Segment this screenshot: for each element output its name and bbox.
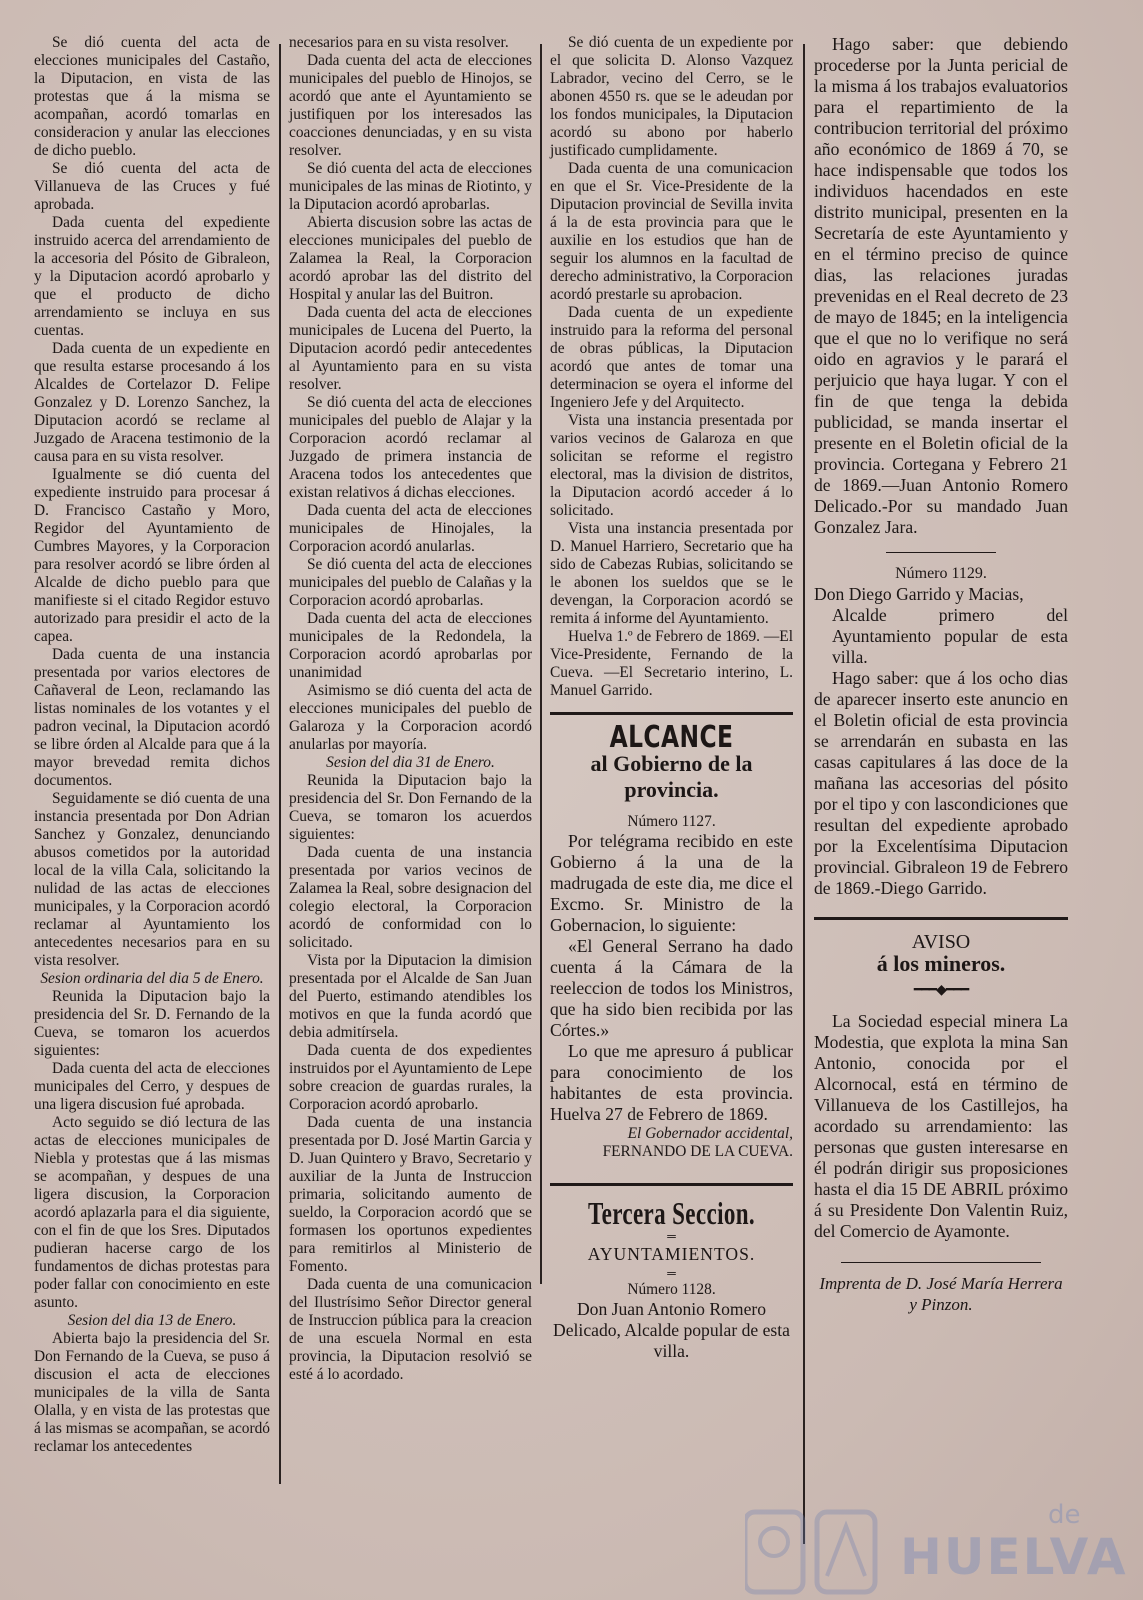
paragraph: Hago saber: que á los ocho dias de aparecer inserto este anuncio en el Boletin oficial de esta provincia se arrendarán en subasta en las casas capitulares á las doce de la mañana las accesorias del pósito por el tipo y con lascondiciones que resultan del expediente aprobado por la Excelentísima Diputacion provincial. Gibraleon 19 de Febrero de 1869.-Diego Garrido. (814, 668, 1068, 898)
paragraph: Se dió cuenta del acta de Villanueva de las Cruces y fué aprobada. (34, 160, 270, 213)
paragraph: Dada cuenta del acta de elecciones municipales de la Redondela, la Corporacion acordó aprobarlas por unanimidad (289, 610, 532, 681)
column-4 (814, 34, 1068, 1315)
paragraph: Dada cuenta del acta de elecciones municipales de Hinojales, la Corporacion acordó anularlas. (289, 502, 532, 555)
notice-heading: Don Diego Garrido y Macias, (814, 584, 1024, 604)
session-heading: Sesion del dia 31 de Enero. (326, 754, 495, 771)
paragraph: Vista una instancia presentada por varios vecinos de Galaroza en que solicitan se reforme el registro electoral, mas la division de distritos, la Diputacion acordó acceder á lo solicitado. (550, 412, 793, 519)
paragraph: Se dió cuenta del acta de elecciones municipales de las minas de Riotinto, y la Diputacion acordó aprobarlas. (289, 160, 532, 213)
section-divider (550, 712, 793, 715)
paragraph: Dada cuenta de una instancia presentada por varios vecinos de Zalamea la Real, sobre designacion del colegio electoral, la Corporacion acordó de conformidad con lo solicitado. (289, 844, 532, 951)
column-rule (803, 44, 805, 1544)
paragraph: Huelva 1.º de Febrero de 1869. —El Vice-Presidente, Fernando de la Cueva. —El Secretario interino, L. Manuel Garrido. (550, 628, 793, 699)
ornament-rule: ═ (667, 1266, 676, 1280)
paragraph: Acto seguido se dió lectura de las actas de elecciones municipales de Niebla y protestas que á las mismas se acompañan, y despues de una ligera discusion, la Corporacion acordó aplazarla para el dia siguiente, con el fin de que los Sres. Diputados pudieran hacerse cargo de los fundamentos de dichas protestas para poder fallar con conocimiento en este asunto. (34, 1114, 270, 1311)
section-divider (841, 1262, 1041, 1263)
paragraph: Dada cuenta de un expediente instruido para la reforma del personal de obras públicas, la Diputacion acordó que antes de tomar una determinacion se oyera el informe del Ingeniero Jefe y del Arquitecto. (550, 304, 793, 411)
signature-name: FERNANDO DE LA CUEVA. (602, 1143, 793, 1160)
paragraph: Dada cuenta de una comunicacion en que el Sr. Vice-Presidente de la Diputacion provincial de Sevilla invita á la de esta provincia para que le auxilie en los estudios que han de seguir los alumnos en la facultad de derecho administrativo, la Corporacion acordó prestarle su aprobacion. (550, 160, 793, 303)
printer-imprint: Imprenta de D. José María Herrera y Pinzon. (819, 1274, 1063, 1314)
watermark-text: HUELVA (900, 1528, 1128, 1586)
paragraph: Reunida la Diputacion bajo la presidencia del Sr. D. Fernando de la Cueva, se tomaron los acuerdos siguientes: (34, 988, 270, 1059)
paragraph: Hago saber: que debiendo procederse por la Junta pericial de la misma á los trabajos evaluatorios para el repartimiento de la contribucion territorial del próximo año económico de 1869 á 70, se hace indispensable que todos los individuos hacendados en este distrito municipal, presenten en la Secretaría de este Ayuntamiento y en el término preciso de quince dias, las relaciones juradas prevenidas en el Real decreto de 23 de mayo de 1845; en la inteligencia que el que no lo verifique no será oido en agravios y le parará el perjuicio que haya lugar. Y con el fin de que tenga la debida publicidad, se manda insertar el presente en el Boletin oficial de la provincia. Cortegana y Febrero 21 de 1869.—Juan Antonio Romero Delicado.-Por su mandado Juan Gonzalez Jara. (814, 34, 1068, 537)
signature-title: El Gobernador accidental, (627, 1125, 793, 1142)
aviso-subtitle: á los mineros. (876, 951, 1006, 976)
notice-number: Número 1128. (627, 1281, 716, 1298)
watermark-text: de (1048, 1500, 1081, 1530)
session-heading: Sesion del dia 13 de Enero. (67, 1312, 237, 1329)
paragraph: Dada cuenta del acta de elecciones municipales del pueblo de Hinojos, se acordó que ante el Ayuntamiento se justifiquen por los interesados las coacciones denunciadas, y en su vista resolver. (289, 52, 532, 159)
session-heading: Sesion ordinaria del dia 5 de Enero. (40, 970, 264, 987)
paragraph: Dada cuenta del acta de elecciones municipales de Lucena del Puerto, la Diputacion acordó pedir antecedentes al Ayuntamiento para en su vista resolver. (289, 304, 532, 393)
aviso-title: AVISO (911, 931, 971, 953)
paragraph: necesarios para en su vista resolver. (289, 34, 509, 51)
column-1 (34, 34, 270, 1456)
alcance-subtitle: al Gobierno de la provincia. (590, 751, 753, 802)
section-title: Tercera Seccion. (588, 1195, 755, 1231)
paragraph: Dada cuenta del acta de elecciones municipales del Cerro, y despues de una ligera discusion fué aprobada. (34, 1060, 270, 1113)
paragraph: Dada cuenta de un expediente en que resulta estarse procesando á los Alcaldes de Cortelazor D. Felipe Gonzalez y D. Lorenzo Sanchez, la Diputacion acordó se reclame al Juzgado de Aracena testimonio de la causa para en su vista resolver. (34, 340, 270, 465)
paragraph: Se dió cuenta del acta de elecciones municipales del Castaño, la Diputacion, en vista de las protestas que á la misma se acompañan, acordó tomarlas en consideracion y anular las elecciones de dicho pueblo. (34, 34, 270, 159)
paragraph: Dada cuenta de dos expedientes instruidos por el Ayuntamiento de Lepe sobre creacion de guardas rurales, la Corporacion acordó aprobarlo. (289, 1042, 532, 1113)
paragraph: Seguidamente se dió cuenta de una instancia presentada por Don Adrian Sanchez y Gonzalez, denunciando abusos cometidos por la autoridad local de la villa Cala, solicitando la nulidad de las actas de elecciones municipales, y la Corporacion acordó reclamar al Ayuntamiento los antecedentes necesarios para en su vista resolver. (34, 790, 270, 969)
column-rule (540, 44, 542, 1284)
notice-heading: Alcalde primero del Ayuntamiento popular de esta villa. (832, 605, 1068, 667)
paragraph: Se dió cuenta del acta de elecciones municipales del pueblo de Calañas y la Corporacion acordó aprobarlas. (289, 556, 532, 609)
paragraph: «El General Serrano ha dado cuenta á la Cámara de la reeleccion de todos los Ministros, que ha sido bien recibida por las Córtes.» (550, 936, 793, 1040)
paragraph: Se dió cuenta de un expediente por el que solicita D. Alonso Vazquez Labrador, vecino del Cerro, se le abonen 4550 rs. que se le adeudan por los fondos municipales, la Diputacion acordó su abono por haberlo justificado cumplidamente. (550, 34, 793, 159)
paragraph: Se dió cuenta del acta de elecciones municipales del pueblo de Alajar y la Corporacion acordó reclamar al Juzgado de primera instancia de Aracena todos los antecedentes que existan relativos á dichas elecciones. (289, 394, 532, 501)
paragraph: La Sociedad especial minera La Modestia, que explota la mina San Antonio, conocida por el Alcornocal, está en término de Villanueva de los Castillejos, ha acordado su arrendamiento: las personas que gusten interesarse en él podrán dirigir sus proposiciones hasta el dia 15 DE ABRIL próximo á su Presidente Don Valentin Ruiz, del Comercio de Ayamonte. (814, 1011, 1068, 1241)
section-divider (550, 1183, 793, 1186)
paragraph: Abierta bajo la presidencia del Sr. Don Fernando de la Cueva, se puso á discusion el acta de elecciones municipales de la villa de Santa Olalla, y en vista de las protestas que á las mismas se acompañan, se acordó reclamar los antecedentes (34, 1330, 270, 1455)
paragraph: Reunida la Diputacion bajo la presidencia del Sr. Don Fernando de la Cueva, se tomaron los acuerdos siguientes: (289, 772, 532, 843)
column-3 (550, 34, 793, 1362)
column-2 (289, 34, 532, 1384)
paragraph: Don Juan Antonio Romero Delicado, Alcalde popular de esta villa. (553, 1299, 790, 1361)
paragraph: Vista por la Diputacion la dimision presentada por el Alcalde de San Juan del Puerto, estimando atendibles los motivos en que la funda acordó que debia admitírsela. (289, 952, 532, 1041)
paragraph: Vista una instancia presentada por D. Manuel Harriero, Secretario que ha sido de Cabezas Rubias, solicitando se le abonen los sueldos que se le devengan, la Corporacion acordó se remita á informe del Ayuntamiento. (550, 520, 793, 627)
paragraph: Dada cuenta del expediente instruido acerca del arrendamiento de la accesoria del Pósito de Gibraleon, y la Diputacion acordó aprobarlo y que el producto de dicho arrendamiento se incluya en sus cuentas. (34, 214, 270, 339)
section-divider (886, 552, 996, 553)
section-divider (814, 917, 1068, 920)
alcance-title: ALCANCE (609, 720, 734, 755)
paragraph: Dada cuenta de una instancia presentada por D. José Martin Garcia y D. Juan Quintero y Bravo, Secretario y auxiliar de la Junta de Instruccion primaria, solicitando aumento de sueldo, la Corporacion acordó que se formasen los oportunos expedientes para remitirlos al Ministerio de Fomento. (289, 1114, 532, 1275)
paragraph: Por telégrama recibido en este Gobierno á la una de la madrugada de este dia, me dice el Excmo. Sr. Ministro de la Gobernacion, lo siguiente: (550, 831, 793, 935)
paragraph: Abierta discusion sobre las actas de elecciones municipales del pueblo de Zalamea la Real, la Corporacion acordó aprobar las del distrito del Hospital y anular las del Buitron. (289, 214, 532, 303)
ornament-rule: ═ (667, 1229, 676, 1243)
subsection-title: AYUNTAMIENTOS. (587, 1244, 756, 1264)
paragraph: Dada cuenta de una instancia presentada por varios electores de Cañaveral de Leon, reclamando las listas nominales de los votantes y el padron vecinal, la Diputacion acordó se libre órden al Alcalde para que á la mayor brevedad remita dichos documentos. (34, 646, 270, 789)
paragraph: Dada cuenta de una comunicacion del Ilustrísimo Señor Director general de Instruccion pública para la creacion de una escuela Normal en esta provincia, la Diputacion resolvió se esté á lo acordado. (289, 1276, 532, 1383)
notice-number: Número 1129. (895, 565, 987, 582)
paragraph: Asimismo se dió cuenta del acta de elecciones municipales del pueblo de Galaroza y la Corporacion acordó anularlas por mayoría. (289, 682, 532, 753)
paragraph: Igualmente se dió cuenta del expediente instruido para procesar á D. Francisco Castaño y Moro, Regidor del Ayuntamiento de Cumbres Mayores, y la Corporacion para resolver acordó se libre órden al Alcalde de dicho pueblo para que manifieste si el citado Regidor estuvo autorizado para presidir el acto de la capea. (34, 466, 270, 645)
notice-number: Número 1127. (627, 813, 716, 830)
ornament-rule: ━━━◆━━━ (913, 983, 969, 998)
column-rule (279, 44, 281, 1484)
paragraph: Lo que me apresuro á publicar para conocimiento de los habitantes de esta provincia. Huelva 27 de Febrero de 1869. (550, 1041, 793, 1124)
